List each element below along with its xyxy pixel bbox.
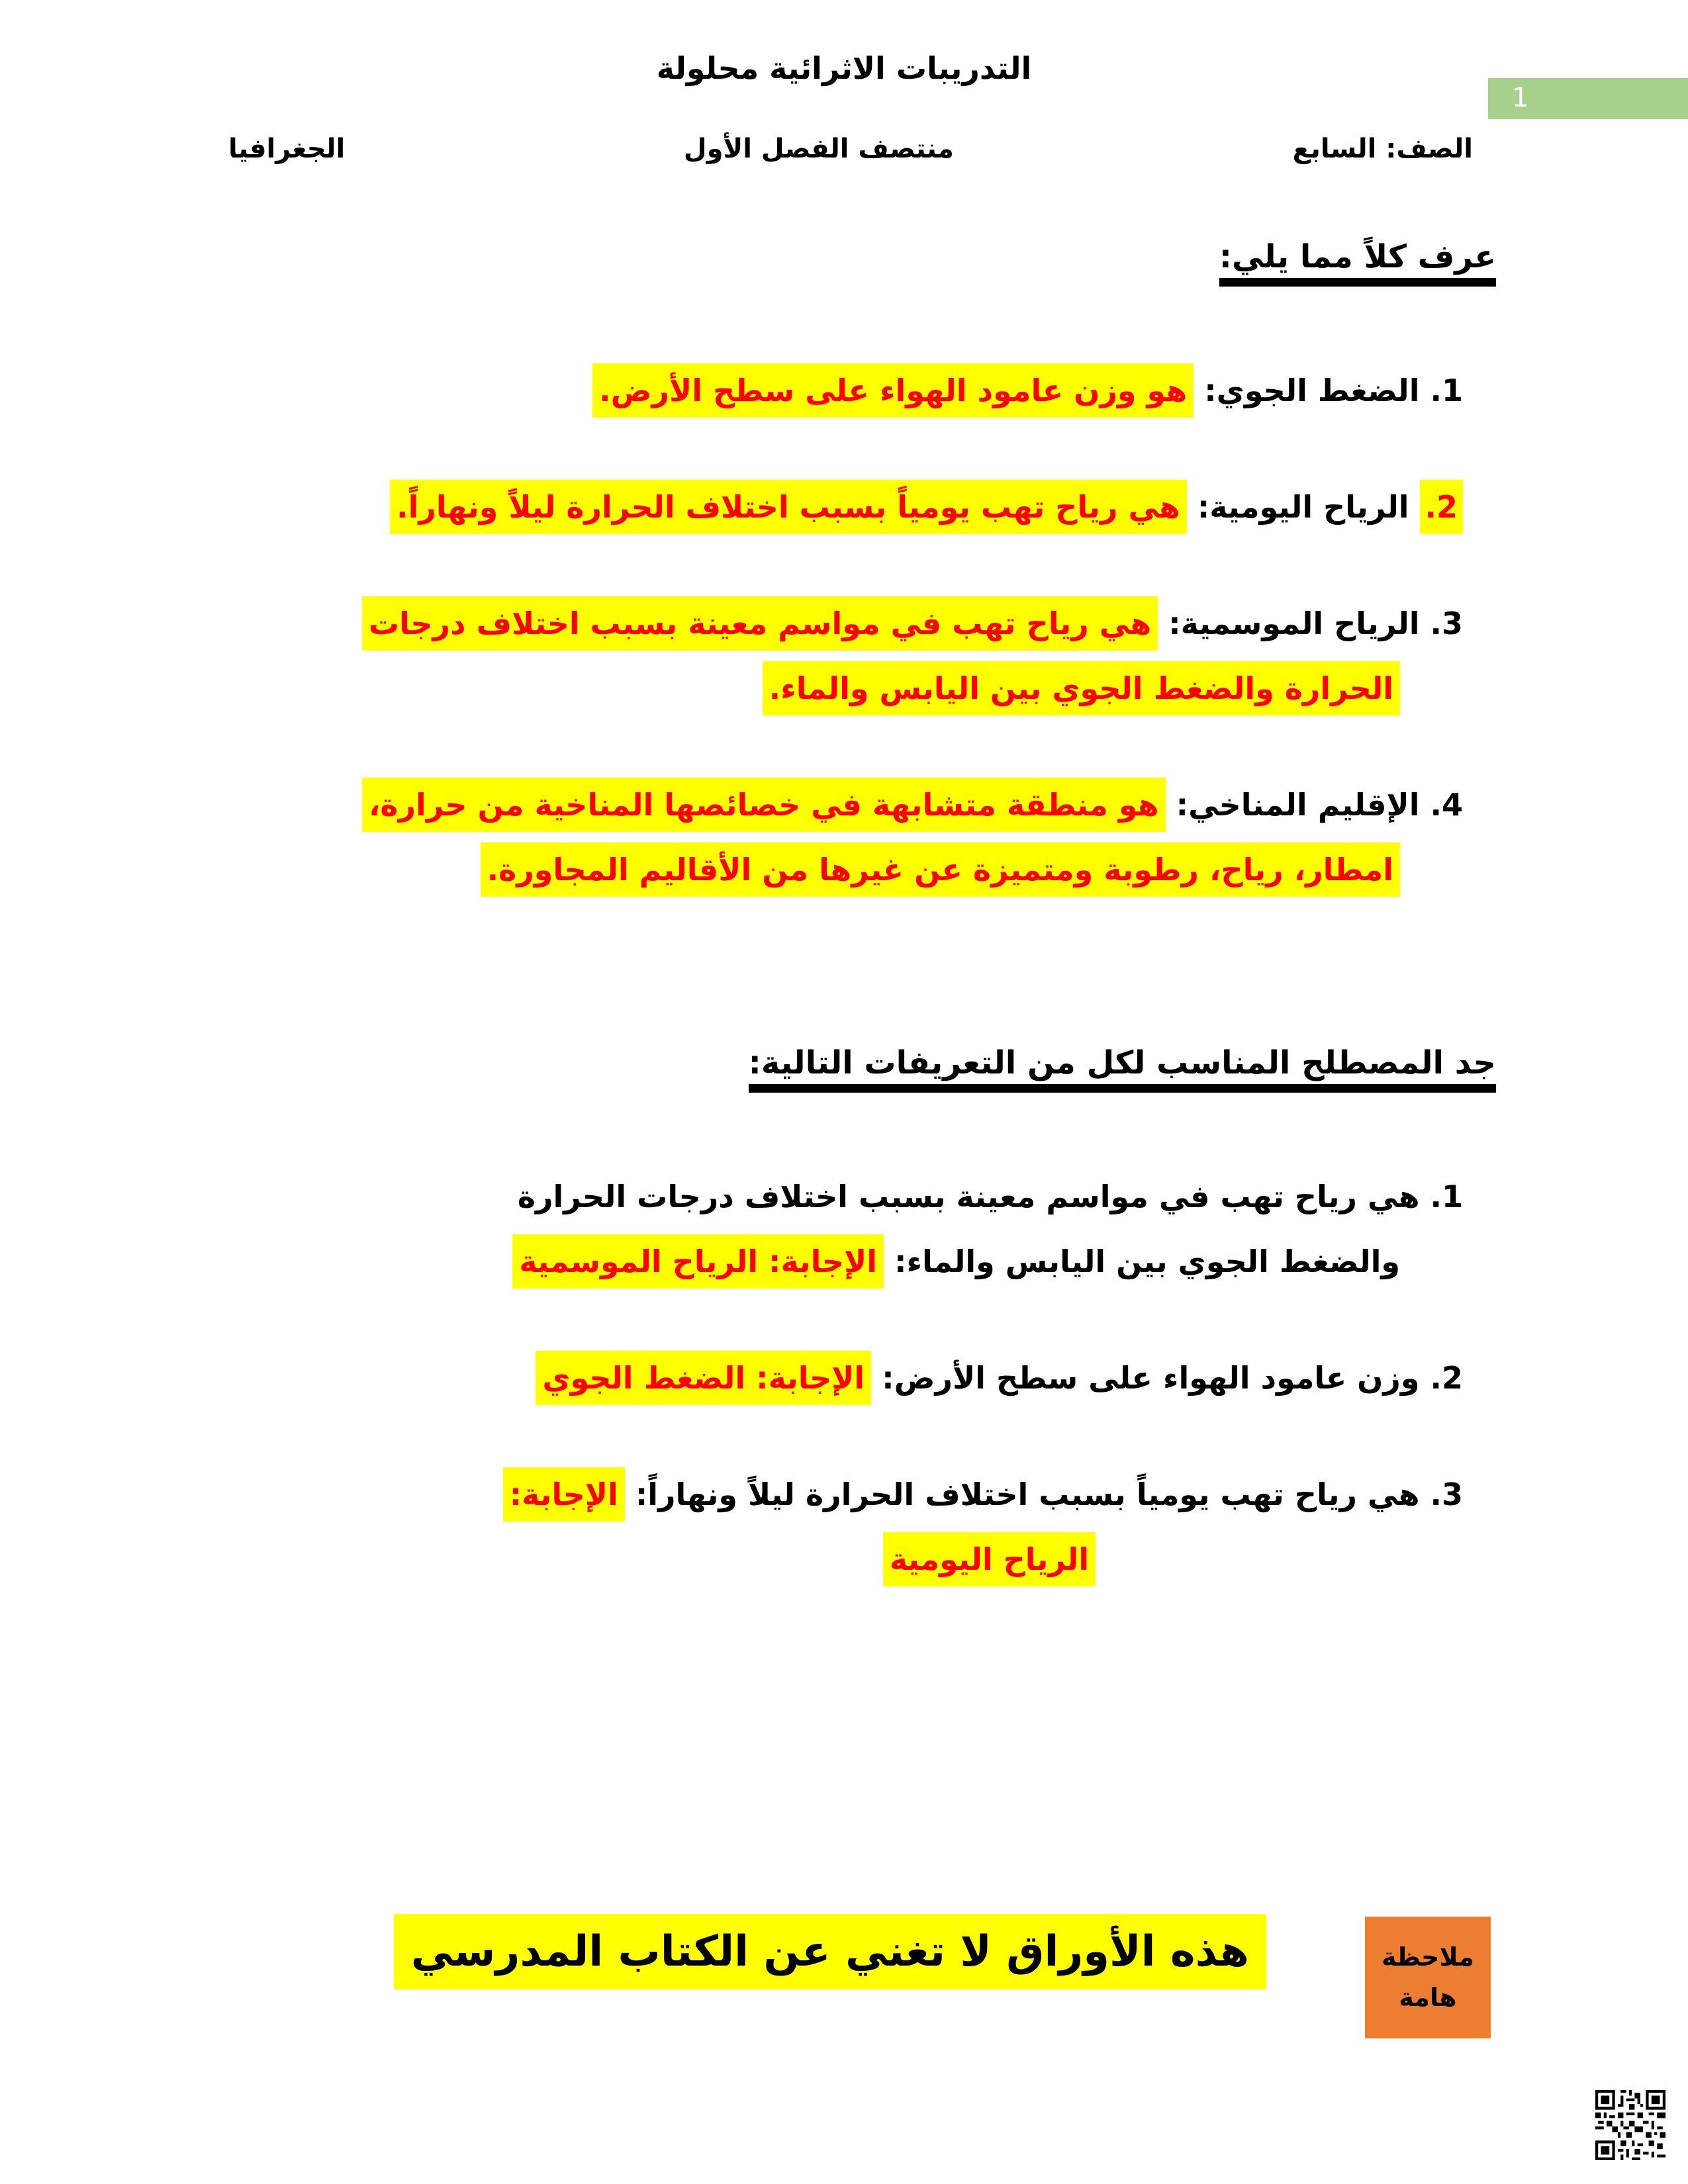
item-answer-highlight: الرياح اليومية	[883, 1532, 1096, 1586]
document-header-row	[0, 134, 1688, 164]
item-number: 1.	[1430, 373, 1463, 408]
page-number-badge	[1488, 78, 1688, 119]
item-term: الرياح الموسمية:	[1168, 606, 1420, 641]
subject-label: الجغرافيا	[228, 134, 346, 164]
disclaimer-banner	[394, 1927, 1266, 1976]
item-number: 4.	[1430, 787, 1463, 823]
item-definition: وزن عامود الهواء على سطح الأرض:	[882, 1360, 1420, 1396]
item-number: 3.	[1430, 606, 1463, 641]
page-number: 1	[1512, 83, 1529, 113]
item-answer-highlight: هي رياح تهب في مواسم معينة بسبب اختلاف درجات	[362, 596, 1158, 651]
match-item-1	[0, 1164, 1688, 1294]
item-answer-highlight: هو منطقة متشابهة في خصائصها المناخية من حرارة،	[362, 778, 1166, 832]
item-answer-highlight: الإجابة: الضغط الجوي	[536, 1351, 871, 1405]
class-label: الصف: السابع	[1292, 134, 1473, 164]
item-answer-highlight: هي رياح تهب يومياً بسبب اختلاف الحرارة ليلاً ونهاراً.	[390, 480, 1187, 534]
match-section-heading: جد المصطلح المناسب لكل من التعريفات التالية:	[0, 1044, 1688, 1093]
define-section-list	[0, 358, 1688, 902]
define-item-2	[0, 475, 1688, 539]
item-answer-label-highlight: الإجابة:	[503, 1467, 625, 1522]
page-title: التدريبات الاثرائية محلولة	[656, 50, 1032, 86]
term-label: منتصف الفصل الأول	[683, 134, 954, 164]
match-item-2	[0, 1345, 1688, 1410]
item-term: الضغط الجوي:	[1204, 373, 1420, 408]
item-answer-highlight: امطار، رياح، رطوبة ومتميزة عن غيرها من الأقاليم المجاورة.	[481, 842, 1400, 897]
item-answer-highlight: الحرارة والضغط الجوي بين اليابس والماء.	[763, 661, 1400, 715]
disclaimer-text: هذه الأوراق لا تغني عن الكتاب المدرسي	[394, 1914, 1266, 1989]
match-section-list	[0, 1164, 1688, 1592]
important-note-badge	[1365, 1917, 1491, 2038]
item-number: 2.	[1420, 480, 1464, 534]
important-note-text: ملاحظة هامة	[1382, 1942, 1474, 2012]
item-definition: والضغط الجوي بين اليابس والماء:	[894, 1244, 1400, 1279]
match-item-3	[0, 1462, 1688, 1592]
item-number: 1.	[1430, 1179, 1463, 1214]
define-item-1	[0, 358, 1688, 423]
define-item-3	[0, 591, 1688, 721]
qr-code-icon	[1595, 2090, 1665, 2160]
item-definition: هي رياح تهب في مواسم معينة بسبب اختلاف درجات الحرارة	[517, 1179, 1420, 1214]
item-number: 2.	[1430, 1360, 1463, 1396]
item-answer-highlight: الإجابة: الرياح الموسمية	[512, 1234, 884, 1289]
item-term: الإقليم المناخي:	[1176, 787, 1420, 823]
define-item-4	[0, 772, 1688, 902]
item-definition: هي رياح تهب يومياً بسبب اختلاف الحرارة ليلاً ونهاراً:	[635, 1477, 1420, 1512]
item-term: الرياح اليومية:	[1197, 489, 1409, 525]
item-answer-highlight: هو وزن عامود الهواء على سطح الأرض.	[592, 363, 1194, 418]
item-number: 3.	[1430, 1477, 1463, 1512]
define-section-heading: عرف كلاً مما يلي:	[0, 238, 1688, 287]
